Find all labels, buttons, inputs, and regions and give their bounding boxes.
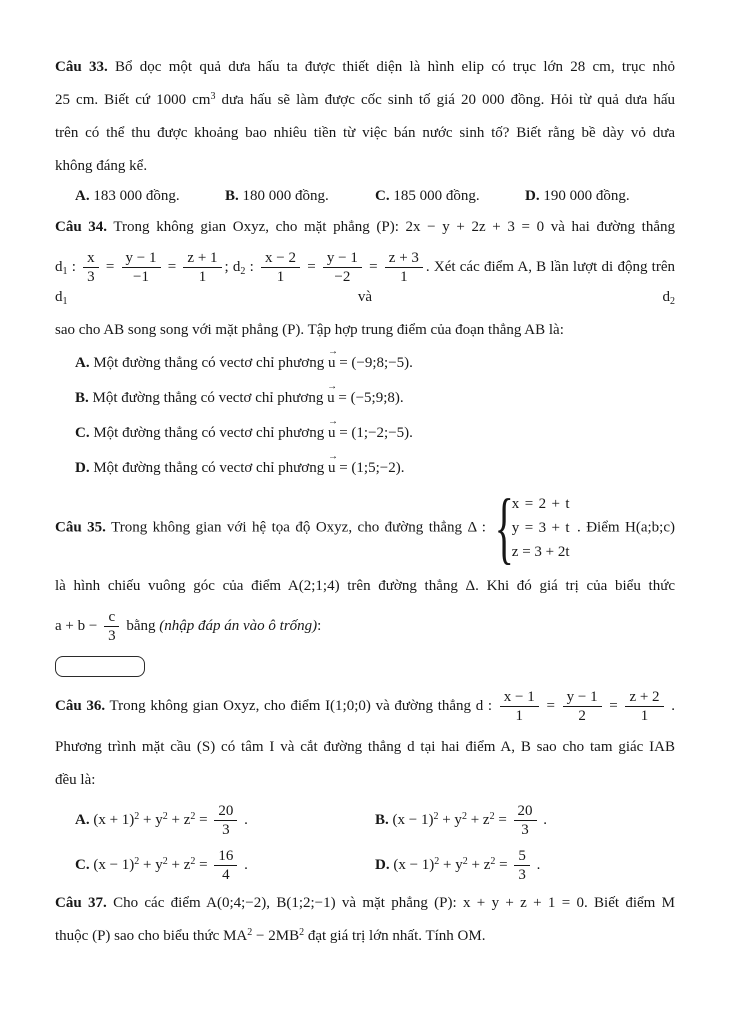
equation-rows: [512, 492, 570, 564]
text: ; d: [224, 258, 241, 275]
superscript: 3: [210, 91, 216, 102]
superscript: 2: [462, 855, 468, 867]
option-D[interactable]: [525, 188, 675, 205]
text: =: [364, 258, 382, 275]
equation-row: z = 3 + 2t: [511, 544, 570, 560]
text: :: [67, 258, 81, 275]
text: là hình chiếu vuông góc của điểm A(2;1;4) trên đường thẳng Δ. Khi đó giá trị của biểu thức: [55, 578, 675, 594]
question-36: [55, 688, 675, 884]
text: dưa hấu sẽ làm được cốc sinh tố giá 20 000 đồng. Hỏi từ quả dưa hấu: [215, 92, 676, 108]
fraction-denominator: 3: [108, 628, 116, 644]
text: (x − 1): [93, 856, 135, 873]
text: + y: [438, 811, 462, 828]
option-C[interactable]: [75, 847, 375, 884]
text: sao cho AB song song với mặt phẳng (P). Tập hợp trung điểm của đoạn thẳng AB là:: [55, 322, 564, 338]
text: + y: [439, 856, 463, 873]
question-line: [55, 575, 675, 597]
fraction: [214, 847, 237, 884]
question-line: [55, 608, 675, 645]
text: + y: [139, 811, 163, 828]
text: =: [101, 258, 119, 275]
text: =: [604, 697, 623, 714]
fraction: [261, 249, 300, 286]
fraction-denominator: 2: [578, 708, 586, 724]
text: =: [495, 856, 512, 873]
fraction-denominator: 3: [87, 269, 95, 285]
fraction-numerator: z + 3: [385, 249, 423, 268]
superscript: 2: [490, 855, 496, 867]
text-bold: C.: [75, 856, 94, 873]
text-bold: B.: [375, 811, 393, 828]
text: = (1;−2;−5).: [335, 425, 413, 441]
text: + z: [167, 856, 191, 873]
fraction-numerator: y − 1: [122, 249, 161, 268]
fraction-numerator: x: [83, 249, 99, 268]
text-italic: (nhập đáp án vào ô trống): [159, 617, 318, 634]
equation-row: y = 3 + t: [511, 520, 570, 536]
text: . Điểm H(a;b;c): [571, 519, 675, 536]
answer-options-row: [55, 802, 675, 839]
text-bold: Câu 33.: [55, 59, 108, 75]
text: =: [541, 697, 560, 714]
question-line: [55, 736, 675, 758]
question-line: [55, 769, 675, 791]
superscript: 2: [299, 927, 305, 938]
superscript: 2: [461, 810, 467, 822]
text: Bổ dọc một quả dưa hấu ta được thiết diện là hình elip có trục lớn 28 cm, trục nhỏ: [107, 59, 675, 75]
text: + z: [167, 811, 191, 828]
text-bold: D.: [75, 460, 90, 476]
fraction-denominator: 1: [276, 269, 285, 285]
text: =: [163, 258, 181, 275]
text: =: [195, 856, 212, 873]
option-D[interactable]: [55, 457, 675, 479]
fraction-denominator: 1: [515, 708, 524, 724]
text: 25 cm. Biết cứ 1000 cm: [55, 92, 211, 108]
text-bold: B.: [75, 390, 89, 406]
subscript: 2: [240, 265, 246, 277]
text-bold: B.: [225, 188, 239, 204]
fraction-numerator: x − 2: [261, 249, 300, 268]
text: trên có thể thu được khoảng bao nhiêu tiền từ việc bán nước sinh tố? Biết rằng bề dày vỏ dưa: [55, 125, 675, 141]
superscript: 2: [247, 927, 253, 938]
text: Một đường thẳng có vectơ chỉ phương: [89, 460, 328, 476]
text: Một đường thẳng có vectơ chỉ phương: [89, 425, 328, 441]
text: :: [245, 258, 259, 275]
text-bold: A.: [75, 355, 90, 371]
fraction-numerator: y − 1: [563, 688, 602, 707]
text: .: [240, 856, 248, 873]
text: Một đường thẳng có vectơ chỉ phương: [89, 355, 328, 371]
text: = (−9;8;−5).: [335, 355, 413, 371]
question-33: [55, 56, 675, 205]
fraction: [625, 688, 663, 725]
equation-row: { x = 2 + t: [511, 496, 570, 512]
text: =: [494, 811, 511, 828]
fraction: [214, 802, 237, 839]
text: đạt giá trị lớn nhất. Tính OM.: [304, 928, 486, 944]
text-bold: A.: [75, 811, 94, 828]
superscript: 2: [134, 855, 140, 867]
fraction-numerator: z + 2: [625, 688, 663, 707]
text: =: [195, 811, 212, 828]
fraction: [563, 688, 602, 725]
text: bằng: [122, 617, 160, 634]
option-C[interactable]: [375, 188, 525, 205]
text: Cho các điểm A(0;4;−2), B(1;2;−1) và mặt phẳng (P): x + y + z + 1 = 0. Biết điểm M: [106, 895, 675, 911]
text: + z: [467, 856, 491, 873]
question-line: [55, 216, 675, 238]
text: không đáng kể.: [55, 158, 148, 174]
question-line: [55, 155, 675, 177]
fraction: [514, 802, 537, 839]
fraction-numerator: 5: [514, 847, 530, 866]
question-line: [55, 892, 675, 914]
superscript: 2: [134, 810, 140, 822]
option-A[interactable]: [75, 802, 375, 839]
text: + z: [466, 811, 490, 828]
text: 185 000 đồng.: [389, 188, 480, 204]
fraction-denominator: 3: [222, 822, 230, 838]
superscript: 2: [434, 855, 440, 867]
text: .: [532, 856, 541, 873]
subscript: 2: [670, 296, 675, 307]
text: .: [539, 811, 548, 828]
superscript: 2: [433, 810, 439, 822]
text: 180 000 đồng.: [238, 188, 329, 204]
option-B[interactable]: [225, 188, 375, 205]
text-bold: D.: [525, 188, 540, 204]
question-35: [55, 492, 675, 677]
answer-options-row: [55, 188, 675, 205]
question-line: [55, 688, 675, 725]
text: .: [240, 811, 248, 828]
question-line: [55, 925, 675, 947]
question-34: [55, 216, 675, 479]
text-bold: D.: [375, 856, 394, 873]
fraction: [104, 608, 120, 645]
text: Trong không gian với hệ tọa độ Oxyz, cho đường thẳng Δ :: [105, 519, 492, 536]
text: :: [317, 617, 322, 634]
fraction-denominator: 3: [518, 867, 526, 883]
option-D[interactable]: [375, 847, 675, 884]
superscript: 2: [190, 855, 196, 867]
fraction-denominator: 1: [400, 269, 408, 285]
fraction-denominator: 3: [521, 822, 529, 838]
question-line: [55, 56, 675, 78]
text: thuộc (P) sao cho biểu thức MA: [55, 928, 248, 944]
option-B[interactable]: [375, 802, 675, 839]
superscript: 2: [489, 810, 495, 822]
fraction: [122, 249, 161, 286]
text-bold: Câu 35.: [55, 519, 106, 536]
text: . Xét các điểm A, B lần lượt di động trên d: [55, 258, 675, 305]
fraction-denominator: −2: [334, 269, 351, 285]
fraction: [323, 249, 362, 286]
question-37: [55, 892, 675, 947]
option-C[interactable]: [55, 422, 675, 444]
text: Trong không gian Oxyz, cho điểm I(1;0;0) và đường thẳng d :: [105, 697, 497, 714]
text-bold: Câu 36.: [55, 697, 106, 714]
text-bold: C.: [375, 188, 390, 204]
fraction-numerator: z + 1: [183, 249, 221, 268]
fraction: [183, 249, 221, 286]
text: và d: [67, 289, 670, 305]
text: (x − 1): [392, 811, 434, 828]
fraction-denominator: 1: [640, 708, 649, 724]
vector-arrow-symbol: → u: [328, 422, 336, 444]
answer-input[interactable]: [55, 656, 145, 677]
fraction: [83, 249, 99, 286]
fraction-numerator: x − 1: [500, 688, 539, 707]
option-B[interactable]: [55, 387, 675, 409]
text-bold: Câu 37.: [55, 895, 107, 911]
fraction-numerator: y − 1: [323, 249, 362, 268]
text: 190 000 đồng.: [539, 188, 630, 204]
vector-arrow-symbol: → u: [327, 387, 335, 409]
equation-system: [493, 492, 569, 564]
fraction-denominator: 4: [222, 867, 230, 883]
fraction: [500, 688, 539, 725]
fraction-denominator: −1: [133, 269, 149, 285]
subscript: 1: [62, 265, 68, 277]
vector-arrow-symbol: → u: [328, 457, 336, 479]
text: .: [666, 697, 676, 714]
superscript: 2: [162, 810, 168, 822]
fraction-numerator: 16: [214, 847, 237, 866]
superscript: 2: [162, 855, 168, 867]
answer-line: [55, 656, 675, 677]
text: = (1;5;−2).: [335, 460, 405, 476]
text: Trong không gian Oxyz, cho mặt phẳng (P): 2x − y + 2z + 3 = 0 và hai đường thẳng: [107, 219, 675, 235]
fraction-numerator: 20: [514, 802, 537, 821]
vector-arrow-symbol: → u: [328, 352, 336, 374]
question-line: [55, 492, 675, 564]
text: a + b −: [55, 617, 102, 634]
question-line: [55, 319, 675, 341]
option-A[interactable]: [55, 352, 675, 374]
text: + y: [139, 856, 163, 873]
superscript: 2: [190, 810, 196, 822]
question-line: [55, 122, 675, 144]
text: Phương trình mặt cầu (S) có tâm I và cắt đường thẳng d tại hai điểm A, B sao cho tam giác IAB: [55, 739, 675, 755]
text: (x − 1): [393, 856, 435, 873]
text-bold: Câu 34.: [55, 219, 108, 235]
fraction-numerator: c: [104, 608, 119, 627]
fraction-denominator: 1: [198, 269, 207, 285]
fraction-numerator: 20: [214, 802, 237, 821]
text: =: [303, 258, 320, 275]
question-line: [55, 249, 675, 308]
option-A[interactable]: [75, 188, 225, 205]
question-line: [55, 89, 675, 111]
subscript: 1: [62, 296, 68, 307]
text: = (−5;9;8).: [334, 390, 404, 406]
text-bold: A.: [75, 188, 90, 204]
fraction: [514, 847, 530, 884]
text: d: [55, 258, 63, 275]
text-bold: C.: [75, 425, 90, 441]
fraction: [385, 249, 423, 286]
text: đều là:: [55, 772, 96, 788]
text: 183 000 đồng.: [89, 188, 180, 204]
text: (x + 1): [93, 811, 135, 828]
text: Một đường thẳng có vectơ chỉ phương: [88, 390, 328, 406]
text: − 2MB: [252, 928, 300, 944]
answer-options-row: [55, 847, 675, 884]
